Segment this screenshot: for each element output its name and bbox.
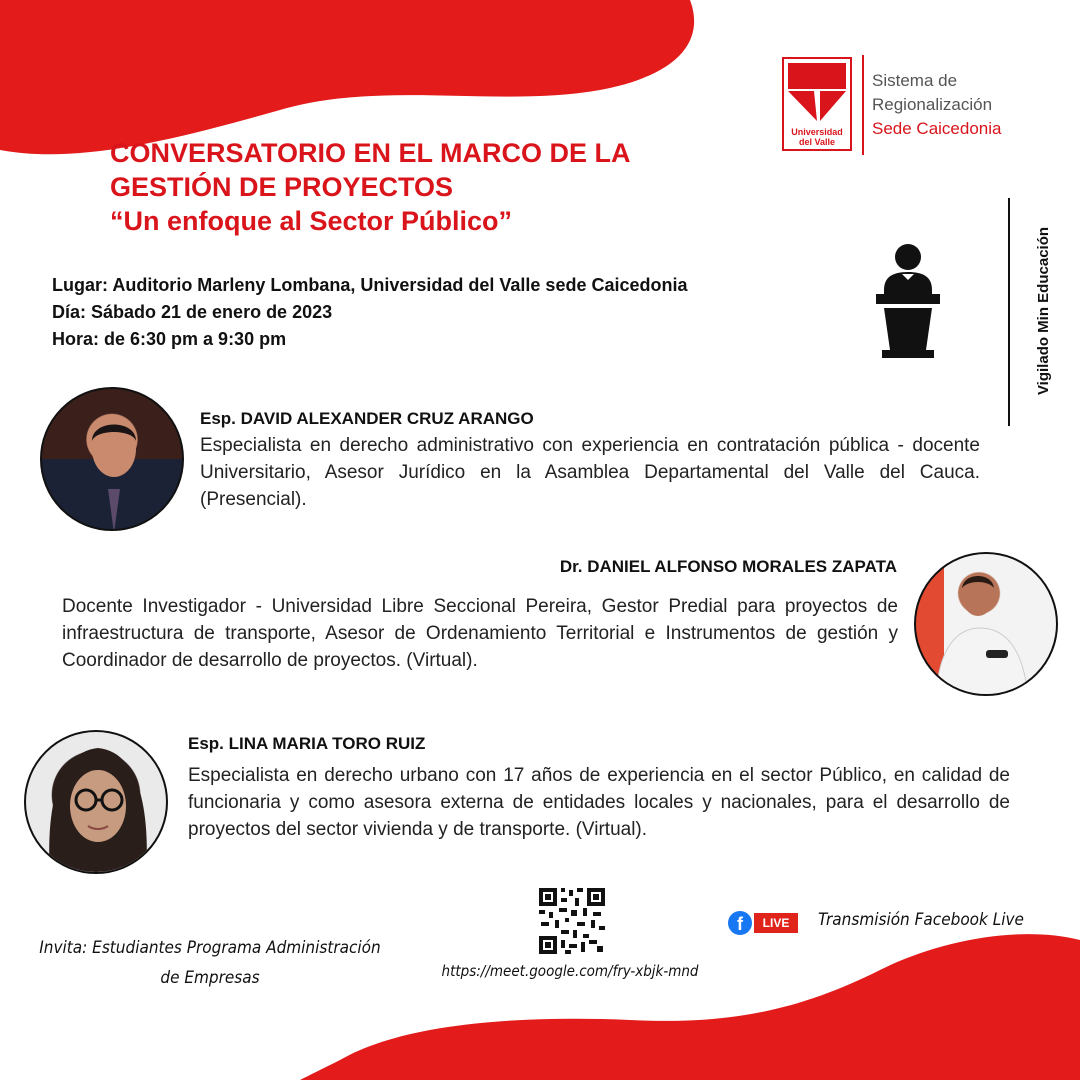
event-info (52, 272, 687, 353)
speaker-1-name: Esp. DAVID ALEXANDER CRUZ ARANGO (200, 409, 534, 428)
logo-line-1: Sistema de (872, 71, 958, 90)
logo-text (872, 69, 1001, 141)
univalle-emblem (782, 57, 852, 151)
live-badge: LIVE (754, 913, 798, 933)
event-hora: Hora: de 6:30 pm a 9:30 pm (52, 329, 287, 349)
event-dia: Día: Sábado 21 de enero de 2023 (52, 302, 333, 322)
invita-line-1: Invita: Estudiantes Programa Administración (39, 938, 381, 958)
logo-divider (862, 55, 864, 155)
red-wave-bottom (300, 930, 1080, 1080)
title-line-3: “Un enfoque al Sector Público” (110, 206, 513, 236)
facebook-icon: f (728, 911, 752, 935)
speaker-3-photo (24, 730, 168, 874)
speaker-3-name: Esp. LINA MARIA TORO RUIZ (188, 734, 426, 753)
speaker-3-description: Especialista en derecho urbano con 17 años de experiencia en el sector Público, en calidad de funcionaria y como asesora externa de entidades locales y nacionales, para el desarrollo de proyectos del sector vivienda y de transporte. (Virtual). (188, 765, 1010, 840)
meet-link[interactable]: https://meet.google.com/fry-xbjk-mnd (441, 962, 699, 980)
title-line-2: GESTIÓN DE PROYECTOS (110, 172, 454, 202)
speaker-2-description: Docente Investigador - Universidad Libre Seccional Pereira, Gestor Predial para proyectos de infraestructura de transporte, Asesor de Ordenamiento Territorial e Instrumentos de gestión y Coordinador de desarrollo de proyectos. (Virtual). (62, 596, 898, 671)
speaker-2-photo (914, 552, 1058, 696)
title-line-1: CONVERSATORIO EN EL MARCO DE LA (110, 138, 631, 168)
facebook-live-text: Transmisión Facebook Live (818, 910, 1024, 930)
vigilado-min-educacion (1008, 198, 1052, 426)
logo-line-3: Sede Caicedonia (872, 119, 1002, 138)
speaker-podium-icon (870, 242, 946, 372)
facebook-live-badge[interactable] (728, 910, 798, 936)
vigilado-text: Vigilado Min Educación (1035, 226, 1052, 396)
invita-text (30, 933, 390, 993)
logo-line-2: Regionalización (872, 95, 993, 114)
univalle-logo (780, 55, 1040, 155)
qr-code-icon[interactable] (537, 886, 607, 956)
invita-line-2: de Empresas (160, 968, 260, 988)
page-title (110, 136, 750, 238)
event-lugar: Lugar: Auditorio Marleny Lombana, Universidad del Valle sede Caicedonia (52, 275, 688, 295)
speaker-1-description: Especialista en derecho administrativo con experiencia en contratación pública - docente Universitario, Asesor Jurídico en la Asamblea Departamental del Valle del Cauca. (Presencial). (200, 435, 980, 510)
univalle-logo-name: Universidad del Valle (791, 127, 843, 147)
speaker-1-photo (40, 387, 184, 531)
speaker-2-name: Dr. DANIEL ALFONSO MORALES ZAPATA (559, 557, 897, 576)
